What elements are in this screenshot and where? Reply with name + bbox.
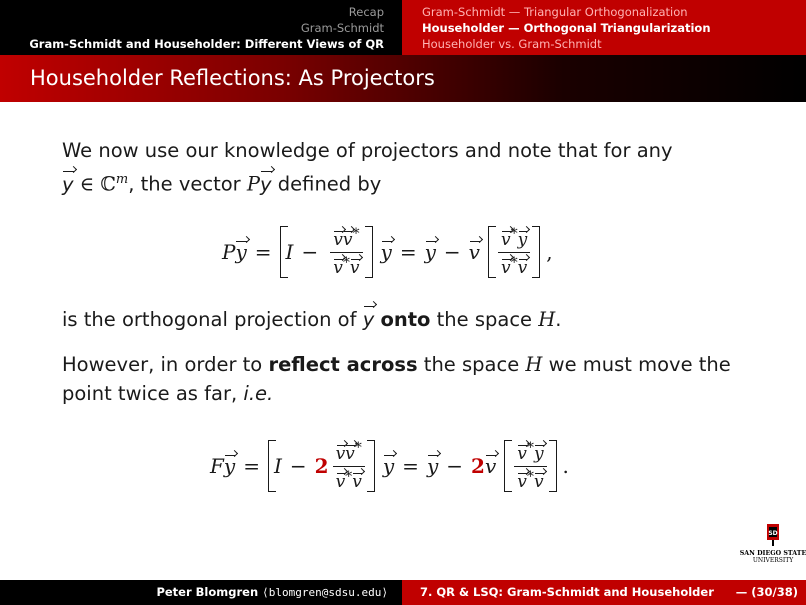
eq2-star: * [345, 468, 353, 485]
eq1-star: * [510, 226, 518, 242]
paragraph-reflection [62, 350, 731, 408]
eq2-y: y [533, 443, 544, 464]
eq2-star: * [526, 468, 534, 485]
eq1-v: v [333, 258, 343, 279]
eq2-minus: − [289, 454, 307, 479]
eq2-v: v [484, 454, 497, 479]
eq2-factor-two: 2 [471, 454, 485, 479]
eq1-v: v [500, 229, 511, 250]
equation-reflector [210, 440, 569, 492]
vector-y: y [363, 305, 375, 334]
eq1-fraction-vvstar [330, 226, 362, 278]
eq2-vector-y: y [382, 454, 395, 479]
eq2-identity: I [273, 454, 282, 479]
vector-y: y [62, 170, 74, 199]
paragraph-reflection-line1 [62, 350, 731, 379]
svg-text:UNIVERSITY: UNIVERSITY [752, 557, 794, 564]
space-H: H [538, 308, 556, 331]
eq2-period: . [562, 454, 569, 479]
eq1-v: v [468, 240, 480, 265]
eq2-v: v [335, 443, 346, 464]
paragraph-intro-line2 [62, 165, 673, 199]
svg-text:SAN DIEGO STATE: SAN DIEGO STATE [739, 550, 806, 557]
eq2-lhs-F: F [210, 454, 224, 479]
eq2-v: v [533, 472, 544, 493]
eq1-minus: − [443, 240, 461, 265]
nav-subsection-gram-schmidt[interactable]: Gram-Schmidt — Triangular Orthogonalization [422, 5, 688, 19]
eq1-identity: I [285, 240, 294, 265]
eq1-v: v [333, 229, 343, 250]
eq2-factor-two: 2 [314, 454, 329, 479]
text-the-vector: , the vector [128, 172, 241, 196]
exponent-m: m [115, 172, 129, 187]
footer-author: Peter Blomgren [156, 585, 259, 599]
complex-set-symbol: ℂ [100, 172, 116, 196]
element-of-symbol: ∈ [79, 172, 95, 196]
vector-y: y [260, 170, 272, 199]
nav-section-current[interactable]: Gram-Schmidt and Householder: Different Views of QR [29, 37, 384, 51]
eq2-star: * [354, 440, 362, 456]
eq2-vector-y: y [426, 454, 439, 479]
eq1-lhs-P: P [222, 240, 236, 265]
university-logo [739, 522, 806, 572]
eq1-equals: = [254, 240, 272, 265]
text-onto-bold: onto [380, 308, 431, 331]
eq1-y: y [517, 229, 528, 250]
text-move-the: we must move the [548, 353, 731, 376]
eq1-v: v [349, 258, 360, 279]
nav-subsection-comparison[interactable]: Householder vs. Gram-Schmidt [422, 37, 602, 51]
eq1-v: v [500, 258, 511, 279]
eq1-vector-y: y [235, 240, 247, 265]
footer-page-number: — (30/38) [735, 585, 798, 599]
text-orthogonal-projection: is the orthogonal projection of [62, 308, 357, 331]
eq2-fraction-vstary [514, 440, 546, 492]
nav-sections [0, 0, 402, 55]
period: . [555, 308, 562, 331]
slide-title: Householder Reflections: As Projectors [0, 55, 806, 102]
eq1-star: * [510, 254, 518, 271]
footer-email[interactable]: ⟨blomgren@sdsu.edu⟩ [262, 586, 388, 599]
eq1-v: v [517, 258, 528, 279]
eq2-star: * [526, 440, 534, 456]
eq2-vector-y: y [223, 454, 236, 479]
eq2-v: v [335, 472, 346, 493]
paragraph-intro-line1: We now use our knowledge of projectors and note that for any [62, 139, 673, 162]
text-the-space: the space [436, 308, 533, 331]
nav-subsections [402, 0, 806, 55]
eq1-vector-y: y [380, 240, 392, 265]
footer-section-block [402, 580, 806, 605]
nav-subsection-householder[interactable]: Householder — Orthogonal Triangularization [422, 21, 711, 35]
eq1-star: * [342, 254, 350, 271]
nav-section-gram-schmidt[interactable]: Gram-Schmidt [300, 21, 384, 35]
eq2-equals: = [243, 454, 260, 479]
text-reflect-across-bold: reflect across [268, 353, 418, 376]
eq2-bracket-right-term [504, 440, 556, 492]
space-H: H [525, 353, 543, 376]
footer [0, 580, 806, 605]
eq2-v: v [517, 472, 527, 493]
eq1-v: v [342, 229, 353, 250]
text-however: However, in order to [62, 353, 263, 376]
paragraph-projection [62, 305, 561, 334]
text-defined-by: defined by [277, 172, 382, 196]
eq1-minus: − [301, 240, 319, 265]
text-the-space: the space [423, 353, 520, 376]
eq1-fraction-vstary [498, 226, 530, 278]
nav-section-recap[interactable]: Recap [348, 5, 384, 19]
eq2-v: v [517, 443, 527, 464]
eq1-comma: , [546, 240, 553, 265]
svg-text:SD: SD [768, 530, 778, 537]
eq2-fraction-vvstar [333, 440, 365, 492]
eq1-star: * [352, 226, 360, 242]
eq2-v: v [345, 443, 355, 464]
eq1-vector-y: y [424, 240, 436, 265]
paragraph-reflection-line2 [62, 379, 731, 408]
header-nav [0, 0, 806, 55]
footer-author-block [0, 580, 402, 605]
paragraph-intro [62, 136, 673, 199]
projector-P: P [246, 172, 261, 196]
equation-projector [222, 226, 553, 278]
text-twice-as-far: point twice as far, [62, 382, 238, 405]
eq2-v: v [352, 472, 362, 493]
eq2-bracket-left-term [268, 440, 375, 492]
eq1-bracket-right-term [488, 226, 540, 278]
footer-section-title[interactable]: 7. QR & LSQ: Gram-Schmidt and Householder [420, 585, 714, 599]
text-ie: i.e. [243, 382, 274, 405]
eq2-minus: − [446, 454, 464, 479]
eq1-bracket-left-term [280, 226, 373, 278]
eq1-equals: = [399, 240, 417, 265]
eq2-equals: = [402, 454, 419, 479]
